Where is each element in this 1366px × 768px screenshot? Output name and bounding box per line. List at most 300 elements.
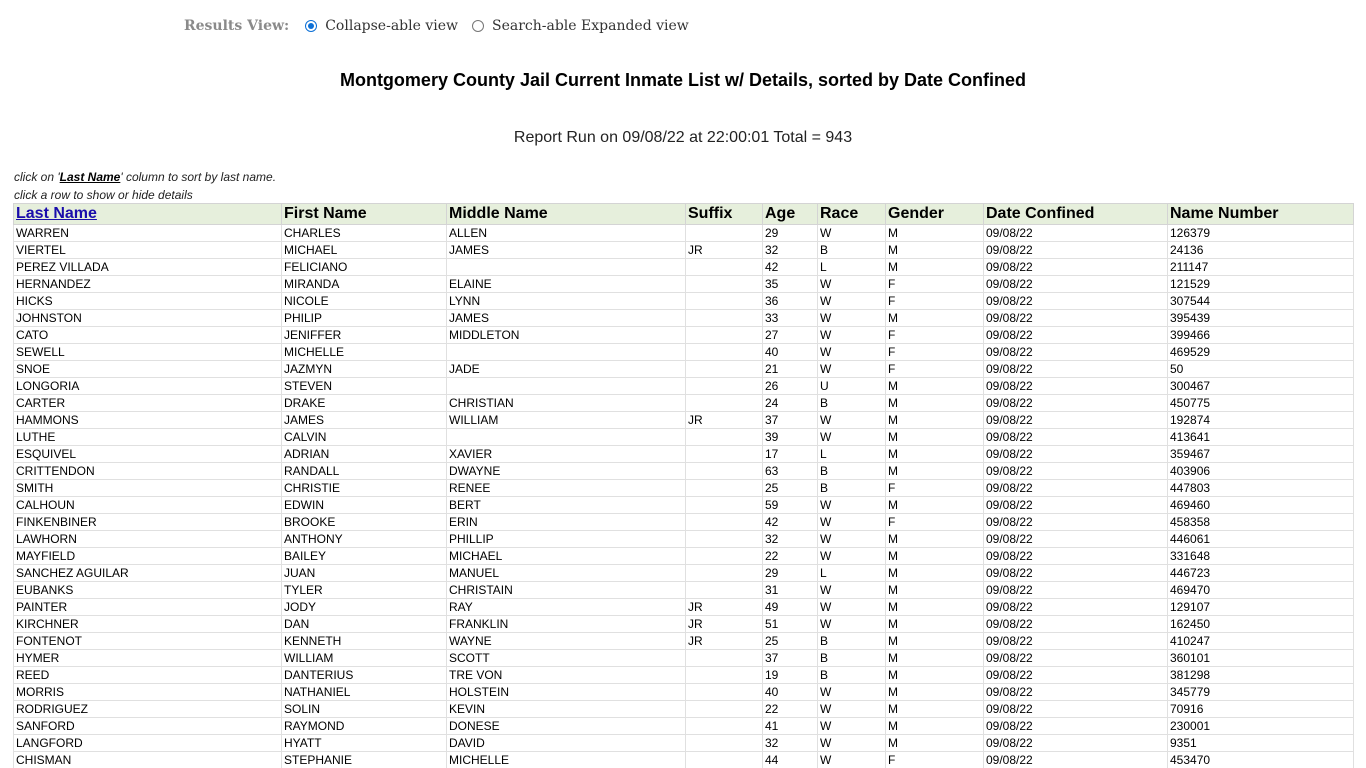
race-cell: W <box>818 684 886 701</box>
name-number-cell: 469460 <box>1168 497 1354 514</box>
race-cell: B <box>818 242 886 259</box>
race-cell: L <box>818 565 886 582</box>
first-name-cell: CHARLES <box>282 225 447 242</box>
date-confined-cell: 09/08/22 <box>984 514 1168 531</box>
date-confined-cell: 09/08/22 <box>984 327 1168 344</box>
date-confined-cell: 09/08/22 <box>984 684 1168 701</box>
suffix-cell <box>686 480 763 497</box>
table-row[interactable] <box>14 327 1354 344</box>
last-name-cell: EUBANKS <box>14 582 282 599</box>
date-confined-cell: 09/08/22 <box>984 412 1168 429</box>
age-cell: 25 <box>763 633 818 650</box>
table-row[interactable] <box>14 633 1354 650</box>
age-cell: 44 <box>763 752 818 768</box>
race-cell: W <box>818 497 886 514</box>
race-cell: L <box>818 446 886 463</box>
age-cell: 24 <box>763 395 818 412</box>
page-title: Montgomery County Jail Current Inmate List w/ Details, sorted by Date Confined <box>339 70 1027 90</box>
table-row[interactable] <box>14 650 1354 667</box>
col-header-date-confined: Date Confined <box>984 204 1168 225</box>
first-name-cell: MICHELLE <box>282 344 447 361</box>
table-row[interactable] <box>14 429 1354 446</box>
sort-instruction-suffix: ' column to sort by last name. <box>120 170 277 184</box>
gender-cell: M <box>886 718 984 735</box>
first-name-cell: JAZMYN <box>282 361 447 378</box>
suffix-cell <box>686 735 763 752</box>
gender-cell: M <box>886 684 984 701</box>
name-number-cell: 458358 <box>1168 514 1354 531</box>
gender-cell: M <box>886 497 984 514</box>
last-name-cell: SANFORD <box>14 718 282 735</box>
gender-cell: F <box>886 293 984 310</box>
table-row[interactable] <box>14 378 1354 395</box>
middle-name-cell: FRANKLIN <box>447 616 686 633</box>
suffix-cell <box>686 582 763 599</box>
suffix-cell <box>686 531 763 548</box>
last-name-cell: SMITH <box>14 480 282 497</box>
expanded-view-label[interactable]: Search-able Expanded view <box>492 18 689 34</box>
first-name-cell: DAN <box>282 616 447 633</box>
first-name-cell: NICOLE <box>282 293 447 310</box>
table-row[interactable] <box>14 259 1354 276</box>
last-name-cell: CRITTENDON <box>14 463 282 480</box>
last-name-cell: CARTER <box>14 395 282 412</box>
col-header-gender: Gender <box>886 204 984 225</box>
sort-by-last-name-link[interactable]: Last Name <box>16 205 97 222</box>
date-confined-cell: 09/08/22 <box>984 633 1168 650</box>
middle-name-cell: CHRISTIAN <box>447 395 686 412</box>
race-cell: W <box>818 616 886 633</box>
name-number-cell: 469470 <box>1168 582 1354 599</box>
race-cell: B <box>818 395 886 412</box>
race-cell: W <box>818 225 886 242</box>
middle-name-cell: SCOTT <box>447 650 686 667</box>
middle-name-cell: DWAYNE <box>447 463 686 480</box>
last-name-cell: WARREN <box>14 225 282 242</box>
gender-cell: M <box>886 582 984 599</box>
gender-cell: M <box>886 412 984 429</box>
race-cell: W <box>818 582 886 599</box>
name-number-cell: 331648 <box>1168 548 1354 565</box>
results-view-label: Results View: <box>184 18 290 34</box>
first-name-cell: PHILIP <box>282 310 447 327</box>
first-name-cell: JAMES <box>282 412 447 429</box>
last-name-cell: KIRCHNER <box>14 616 282 633</box>
table-row[interactable] <box>14 616 1354 633</box>
last-name-cell: HICKS <box>14 293 282 310</box>
race-cell: L <box>818 259 886 276</box>
gender-cell: M <box>886 735 984 752</box>
age-cell: 17 <box>763 446 818 463</box>
race-cell: W <box>818 718 886 735</box>
date-confined-cell: 09/08/22 <box>984 310 1168 327</box>
suffix-cell <box>686 395 763 412</box>
gender-cell: F <box>886 514 984 531</box>
age-cell: 32 <box>763 735 818 752</box>
date-confined-cell: 09/08/22 <box>984 701 1168 718</box>
suffix-cell <box>686 327 763 344</box>
first-name-cell: EDWIN <box>282 497 447 514</box>
first-name-cell: WILLIAM <box>282 650 447 667</box>
table-row[interactable] <box>14 412 1354 429</box>
date-confined-cell: 09/08/22 <box>984 667 1168 684</box>
date-confined-cell: 09/08/22 <box>984 242 1168 259</box>
age-cell: 22 <box>763 548 818 565</box>
middle-name-cell: MICHAEL <box>447 548 686 565</box>
gender-cell: M <box>886 259 984 276</box>
suffix-cell <box>686 225 763 242</box>
date-confined-cell: 09/08/22 <box>984 531 1168 548</box>
col-header-name-number: Name Number <box>1168 204 1354 225</box>
gender-cell: M <box>886 650 984 667</box>
col-header-race: Race <box>818 204 886 225</box>
gender-cell: M <box>886 429 984 446</box>
race-cell: W <box>818 361 886 378</box>
last-name-cell: FINKENBINER <box>14 514 282 531</box>
table-row[interactable] <box>14 480 1354 497</box>
last-name-cell: SNOE <box>14 361 282 378</box>
gender-cell: F <box>886 276 984 293</box>
suffix-cell <box>686 293 763 310</box>
sort-instruction-column: Last Name <box>59 170 121 184</box>
suffix-cell <box>686 548 763 565</box>
row-instruction: click a row to show or hide details <box>14 188 193 202</box>
gender-cell: M <box>886 225 984 242</box>
age-cell: 31 <box>763 582 818 599</box>
table-row[interactable] <box>14 735 1354 752</box>
middle-name-cell: BERT <box>447 497 686 514</box>
table-row[interactable] <box>14 242 1354 259</box>
last-name-cell: SANCHEZ AGUILAR <box>14 565 282 582</box>
date-confined-cell: 09/08/22 <box>984 344 1168 361</box>
name-number-cell: 446061 <box>1168 531 1354 548</box>
age-cell: 21 <box>763 361 818 378</box>
age-cell: 51 <box>763 616 818 633</box>
name-number-cell: 410247 <box>1168 633 1354 650</box>
last-name-cell: PAINTER <box>14 599 282 616</box>
collapse-view-label[interactable]: Collapse-able view <box>325 18 458 34</box>
sort-instruction <box>14 168 276 186</box>
suffix-cell <box>686 378 763 395</box>
race-cell: W <box>818 276 886 293</box>
gender-cell: M <box>886 446 984 463</box>
gender-cell: M <box>886 616 984 633</box>
middle-name-cell: JADE <box>447 361 686 378</box>
table-row[interactable] <box>14 395 1354 412</box>
first-name-cell: BAILEY <box>282 548 447 565</box>
date-confined-cell: 09/08/22 <box>984 735 1168 752</box>
suffix-cell: JR <box>686 599 763 616</box>
col-header-middle-name: Middle Name <box>447 204 686 225</box>
gender-cell: M <box>886 242 984 259</box>
date-confined-cell: 09/08/22 <box>984 548 1168 565</box>
col-header-last-name[interactable] <box>14 204 282 225</box>
name-number-cell: 129107 <box>1168 599 1354 616</box>
gender-cell: F <box>886 327 984 344</box>
race-cell: B <box>818 633 886 650</box>
first-name-cell: JODY <box>282 599 447 616</box>
name-number-cell: 403906 <box>1168 463 1354 480</box>
first-name-cell: STEPHANIE <box>282 752 447 768</box>
date-confined-cell: 09/08/22 <box>984 650 1168 667</box>
middle-name-cell: DONESE <box>447 718 686 735</box>
table-row[interactable] <box>14 225 1354 242</box>
name-number-cell: 126379 <box>1168 225 1354 242</box>
date-confined-cell: 09/08/22 <box>984 565 1168 582</box>
race-cell: U <box>818 378 886 395</box>
table-row[interactable] <box>14 667 1354 684</box>
first-name-cell: RAYMOND <box>282 718 447 735</box>
last-name-cell: CATO <box>14 327 282 344</box>
name-number-cell: 450775 <box>1168 395 1354 412</box>
last-name-cell: CHISMAN <box>14 752 282 768</box>
last-name-cell: HYMER <box>14 650 282 667</box>
last-name-cell: REED <box>14 667 282 684</box>
table-row[interactable] <box>14 531 1354 548</box>
gender-cell: M <box>886 548 984 565</box>
gender-cell: M <box>886 463 984 480</box>
name-number-cell: 230001 <box>1168 718 1354 735</box>
collapse-view-option[interactable] <box>305 18 458 34</box>
last-name-cell: FONTENOT <box>14 633 282 650</box>
suffix-cell <box>686 667 763 684</box>
name-number-cell: 307544 <box>1168 293 1354 310</box>
table-row[interactable] <box>14 752 1354 768</box>
middle-name-cell: TRE VON <box>447 667 686 684</box>
middle-name-cell: KEVIN <box>447 701 686 718</box>
suffix-cell <box>686 565 763 582</box>
instructions <box>14 168 276 204</box>
name-number-cell: 446723 <box>1168 565 1354 582</box>
last-name-cell: PEREZ VILLADA <box>14 259 282 276</box>
middle-name-cell <box>447 378 686 395</box>
expanded-view-option[interactable] <box>472 18 689 34</box>
last-name-cell: MAYFIELD <box>14 548 282 565</box>
date-confined-cell: 09/08/22 <box>984 480 1168 497</box>
age-cell: 41 <box>763 718 818 735</box>
gender-cell: M <box>886 531 984 548</box>
last-name-cell: LANGFORD <box>14 735 282 752</box>
age-cell: 37 <box>763 412 818 429</box>
table-row[interactable] <box>14 514 1354 531</box>
age-cell: 63 <box>763 463 818 480</box>
suffix-cell <box>686 650 763 667</box>
suffix-cell <box>686 310 763 327</box>
date-confined-cell: 09/08/22 <box>984 225 1168 242</box>
race-cell: W <box>818 531 886 548</box>
gender-cell: F <box>886 752 984 768</box>
table-row[interactable] <box>14 684 1354 701</box>
age-cell: 19 <box>763 667 818 684</box>
expanded-view-radio[interactable] <box>472 20 484 32</box>
date-confined-cell: 09/08/22 <box>984 259 1168 276</box>
age-cell: 32 <box>763 531 818 548</box>
table-row[interactable] <box>14 582 1354 599</box>
middle-name-cell: ALLEN <box>447 225 686 242</box>
middle-name-cell: MANUEL <box>447 565 686 582</box>
table-row[interactable] <box>14 718 1354 735</box>
age-cell: 35 <box>763 276 818 293</box>
table-row[interactable] <box>14 310 1354 327</box>
gender-cell: M <box>886 633 984 650</box>
race-cell: W <box>818 327 886 344</box>
race-cell: W <box>818 735 886 752</box>
age-cell: 39 <box>763 429 818 446</box>
table-row[interactable] <box>14 276 1354 293</box>
age-cell: 29 <box>763 565 818 582</box>
gender-cell: M <box>886 395 984 412</box>
first-name-cell: BROOKE <box>282 514 447 531</box>
race-cell: W <box>818 344 886 361</box>
name-number-cell: 162450 <box>1168 616 1354 633</box>
date-confined-cell: 09/08/22 <box>984 752 1168 768</box>
first-name-cell: KENNETH <box>282 633 447 650</box>
table-row[interactable] <box>14 565 1354 582</box>
middle-name-cell: ERIN <box>447 514 686 531</box>
last-name-cell: HERNANDEZ <box>14 276 282 293</box>
first-name-cell: DANTERIUS <box>282 667 447 684</box>
first-name-cell: ADRIAN <box>282 446 447 463</box>
middle-name-cell: JAMES <box>447 242 686 259</box>
suffix-cell: JR <box>686 616 763 633</box>
race-cell: W <box>818 599 886 616</box>
suffix-cell <box>686 463 763 480</box>
name-number-cell: 381298 <box>1168 667 1354 684</box>
name-number-cell: 300467 <box>1168 378 1354 395</box>
date-confined-cell: 09/08/22 <box>984 378 1168 395</box>
age-cell: 26 <box>763 378 818 395</box>
date-confined-cell: 09/08/22 <box>984 582 1168 599</box>
age-cell: 22 <box>763 701 818 718</box>
table-row[interactable] <box>14 497 1354 514</box>
sort-instruction-prefix: click on ' <box>14 170 60 184</box>
age-cell: 29 <box>763 225 818 242</box>
gender-cell: M <box>886 701 984 718</box>
suffix-cell: JR <box>686 633 763 650</box>
table-row[interactable] <box>14 293 1354 310</box>
gender-cell: F <box>886 480 984 497</box>
date-confined-cell: 09/08/22 <box>984 361 1168 378</box>
race-cell: W <box>818 701 886 718</box>
table-row[interactable] <box>14 344 1354 361</box>
last-name-cell: VIERTEL <box>14 242 282 259</box>
gender-cell: F <box>886 361 984 378</box>
table-row[interactable] <box>14 446 1354 463</box>
gender-cell: M <box>886 667 984 684</box>
age-cell: 40 <box>763 344 818 361</box>
first-name-cell: HYATT <box>282 735 447 752</box>
age-cell: 25 <box>763 480 818 497</box>
name-number-cell: 447803 <box>1168 480 1354 497</box>
suffix-cell <box>686 276 763 293</box>
middle-name-cell: RENEE <box>447 480 686 497</box>
middle-name-cell <box>447 429 686 446</box>
suffix-cell <box>686 259 763 276</box>
table-row[interactable] <box>14 463 1354 480</box>
table-row[interactable] <box>14 548 1354 565</box>
race-cell: B <box>818 650 886 667</box>
date-confined-cell: 09/08/22 <box>984 616 1168 633</box>
suffix-cell <box>686 344 763 361</box>
age-cell: 27 <box>763 327 818 344</box>
name-number-cell: 469529 <box>1168 344 1354 361</box>
middle-name-cell: ELAINE <box>447 276 686 293</box>
table-row[interactable] <box>14 599 1354 616</box>
race-cell: W <box>818 429 886 446</box>
suffix-cell <box>686 701 763 718</box>
gender-cell: M <box>886 565 984 582</box>
race-cell: B <box>818 463 886 480</box>
race-cell: W <box>818 752 886 768</box>
age-cell: 59 <box>763 497 818 514</box>
suffix-cell <box>686 684 763 701</box>
suffix-cell: JR <box>686 412 763 429</box>
last-name-cell: CALHOUN <box>14 497 282 514</box>
race-cell: W <box>818 514 886 531</box>
last-name-cell: SEWELL <box>14 344 282 361</box>
inmate-table <box>13 203 1354 768</box>
collapse-view-radio[interactable] <box>305 20 317 32</box>
middle-name-cell <box>447 344 686 361</box>
date-confined-cell: 09/08/22 <box>984 276 1168 293</box>
gender-cell: M <box>886 310 984 327</box>
race-cell: B <box>818 480 886 497</box>
name-number-cell: 192874 <box>1168 412 1354 429</box>
name-number-cell: 345779 <box>1168 684 1354 701</box>
last-name-cell: LUTHE <box>14 429 282 446</box>
suffix-cell: JR <box>686 242 763 259</box>
col-header-suffix: Suffix <box>686 204 763 225</box>
table-row[interactable] <box>14 361 1354 378</box>
name-number-cell: 50 <box>1168 361 1354 378</box>
name-number-cell: 70916 <box>1168 701 1354 718</box>
date-confined-cell: 09/08/22 <box>984 599 1168 616</box>
first-name-cell: JUAN <box>282 565 447 582</box>
first-name-cell: CALVIN <box>282 429 447 446</box>
suffix-cell <box>686 514 763 531</box>
report-run-info: Report Run on 09/08/22 at 22:00:01 Total = 943 <box>513 129 853 146</box>
middle-name-cell <box>447 259 686 276</box>
middle-name-cell: CHRISTAIN <box>447 582 686 599</box>
date-confined-cell: 09/08/22 <box>984 395 1168 412</box>
first-name-cell: ANTHONY <box>282 531 447 548</box>
table-header-row <box>14 204 1354 225</box>
gender-cell: M <box>886 599 984 616</box>
name-number-cell: 453470 <box>1168 752 1354 768</box>
name-number-cell: 211147 <box>1168 259 1354 276</box>
race-cell: W <box>818 548 886 565</box>
middle-name-cell: WILLIAM <box>447 412 686 429</box>
suffix-cell <box>686 361 763 378</box>
first-name-cell: MIRANDA <box>282 276 447 293</box>
last-name-cell: MORRIS <box>14 684 282 701</box>
age-cell: 42 <box>763 514 818 531</box>
middle-name-cell: HOLSTEIN <box>447 684 686 701</box>
last-name-cell: HAMMONS <box>14 412 282 429</box>
col-header-first-name: First Name <box>282 204 447 225</box>
date-confined-cell: 09/08/22 <box>984 497 1168 514</box>
suffix-cell <box>686 718 763 735</box>
table-row[interactable] <box>14 701 1354 718</box>
last-name-cell: RODRIGUEZ <box>14 701 282 718</box>
age-cell: 36 <box>763 293 818 310</box>
first-name-cell: STEVEN <box>282 378 447 395</box>
first-name-cell: TYLER <box>282 582 447 599</box>
race-cell: W <box>818 293 886 310</box>
first-name-cell: NATHANIEL <box>282 684 447 701</box>
middle-name-cell: PHILLIP <box>447 531 686 548</box>
first-name-cell: FELICIANO <box>282 259 447 276</box>
